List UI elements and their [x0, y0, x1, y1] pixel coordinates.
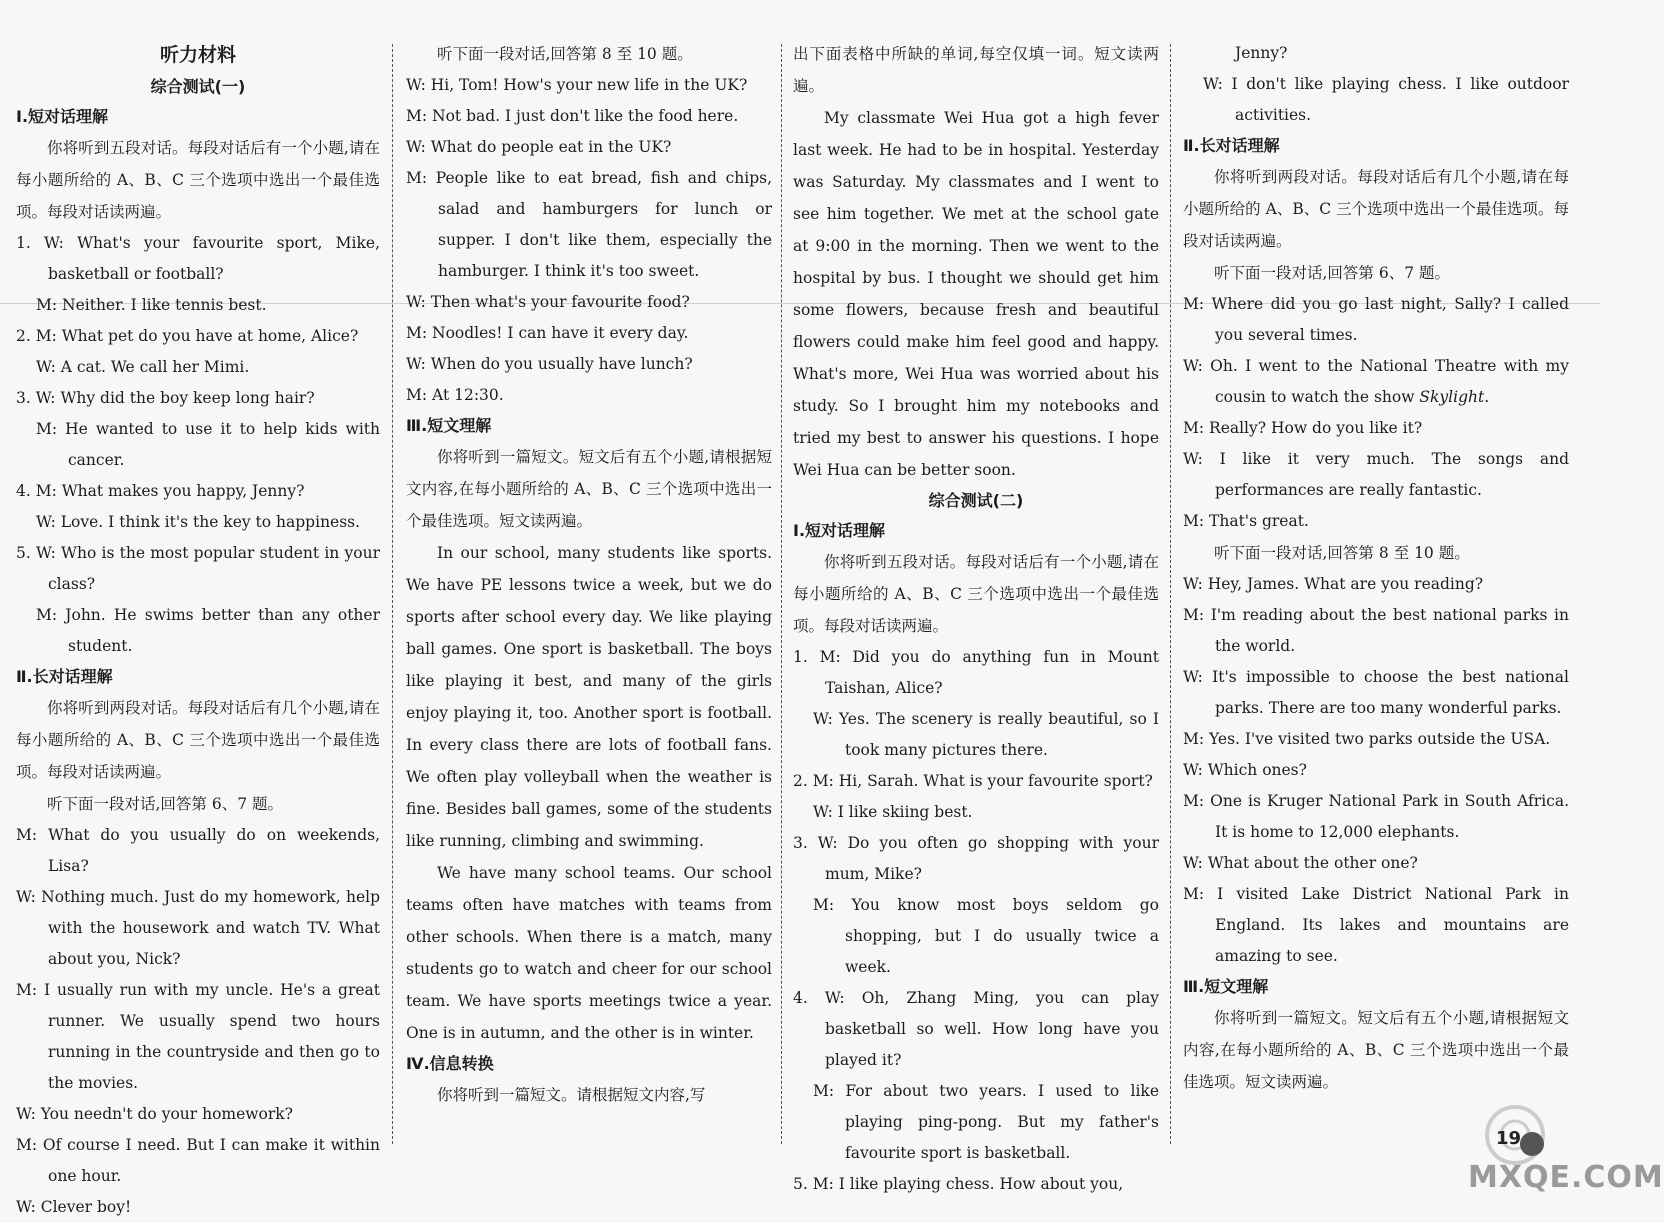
dialogue-line: M: Yes. I've visited two parks outside the USA.: [1183, 730, 1551, 748]
dialogue-line: W: I like skiing best.: [813, 803, 973, 821]
dialogue-line: M: He wanted to use it to help kids with cancer.: [36, 420, 380, 469]
column-divider: [781, 44, 782, 1144]
dialogue-line: W: When do you usually have lunch?: [406, 355, 693, 373]
section-instructions: 你将听到一篇短文。短文后有五个小题,请根据短文内容,在每小题所给的 A、B、C 三个选项中选出一个最佳选项。短文读两遍。: [1183, 1009, 1569, 1091]
section-instructions: 你将听到一篇短文。短文后有五个小题,请根据短文内容,在每小题所给的 A、B、C 三个选项中选出一个最佳选项。短文读两遍。: [406, 448, 772, 530]
dialogue-line: W: Hi, Tom! How's your new life in the UK?: [406, 76, 748, 94]
section-heading: Ⅰ.短对话理解: [16, 107, 109, 126]
dialogue-line: M: Of course I need. But I can make it within one hour.: [16, 1136, 380, 1185]
dialogue-lead: 听下面一段对话,回答第 6、7 题。: [47, 795, 284, 813]
dialogue-line: W: What do people eat in the UK?: [406, 138, 672, 156]
page-title: 听力材料: [159, 44, 236, 66]
test-1-title: 综合测试(一): [150, 77, 246, 96]
passage-paragraph: We have many school teams. Our school teams often have matches with teams from other schools. When there is a match, many students go to watch and cheer for our school team. We have sports meetings twice a year. One is in autumn, and the other is in winter.: [406, 864, 772, 1042]
column-1: [16, 38, 380, 1216]
dialogue-line: W: Which ones?: [1183, 761, 1307, 779]
dialogue-line: [1183, 351, 1569, 413]
dialogue-line: 4. M: What makes you happy, Jenny?: [16, 482, 305, 500]
column-4: [1183, 38, 1569, 1148]
dialogue-line: M: I visited Lake District National Park in England. Its lakes and mountains are amazing to see.: [1183, 885, 1569, 965]
dialogue-line: W: Clever boy!: [16, 1198, 132, 1216]
dialogue-line: M: At 12:30.: [406, 386, 504, 404]
dialogue-line: 2. M: Hi, Sarah. What is your favourite sport?: [793, 772, 1153, 790]
page-number-dot: [1520, 1132, 1544, 1156]
column-2: [406, 38, 772, 1148]
dialogue-line: M: You know most boys seldom go shopping, but I do usually twice a week.: [813, 896, 1159, 976]
dialogue-text: W: Oh. I went to the National Theatre with my cousin to watch the show: [1183, 357, 1569, 406]
dialogue-line: M: That's great.: [1183, 512, 1309, 530]
dialogue-line: W: Hey, James. What are you reading?: [1183, 575, 1484, 593]
dialogue-text: .: [1484, 388, 1490, 406]
dialogue-line: M: Noodles! I can have it every day.: [406, 324, 689, 342]
section-heading: Ⅲ.短文理解: [406, 416, 492, 435]
dialogue-line: 5. M: I like playing chess. How about you,: [793, 1175, 1124, 1193]
dialogue-line: M: Really? How do you like it?: [1183, 419, 1423, 437]
dialogue-line: Jenny?: [1235, 44, 1288, 62]
dialogue-line: 1. W: What's your favourite sport, Mike, basketball or football?: [16, 234, 380, 283]
show-title: Skylight: [1419, 388, 1485, 406]
passage-paragraph: In our school, many students like sports. We have PE lessons twice a week, but we do sports after school every day. We like playing ball games. One sport is basketball. The boys like playing it best, and many of the girls enjoy playing it, too. Another sport is football. In every class there are lots of football fans. We often play volleyball when the weather is fine. Besides ball games, some of the students like running, climbing and swimming.: [406, 544, 772, 850]
test-2-title: 综合测试(二): [928, 491, 1024, 510]
section-heading: Ⅲ.短文理解: [1183, 977, 1269, 996]
dialogue-line: 3. W: Why did the boy keep long hair?: [16, 389, 315, 407]
dialogue-line: 3. W: Do you often go shopping with your mum, Mike?: [793, 834, 1159, 883]
column-divider: [392, 44, 393, 1144]
dialogue-lead: 听下面一段对话,回答第 6、7 题。: [1214, 264, 1451, 282]
dialogue-line: W: Yes. The scenery is really beautiful, so I took many pictures there.: [813, 710, 1159, 759]
dialogue-line: M: People like to eat bread, fish and chips, salad and hamburgers for lunch or supper. I don't like them, especially the hamburger. I think it's too sweet.: [406, 169, 772, 280]
dialogue-line: W: A cat. We call her Mimi.: [36, 358, 250, 376]
dialogue-line: M: I'm reading about the best national parks in the world.: [1183, 606, 1569, 655]
column-3: [793, 38, 1159, 1193]
dialogue-line: 5. W: Who is the most popular student in your class?: [16, 544, 380, 593]
section-heading: Ⅱ.长对话理解: [16, 667, 113, 686]
dialogue-line: M: I usually run with my uncle. He's a great runner. We usually spend two hours running in the countryside and then go to the movies.: [16, 981, 380, 1092]
dialogue-line: W: Then what's your favourite food?: [406, 293, 690, 311]
dialogue-line: M: Where did you go last night, Sally? I called you several times.: [1183, 295, 1569, 344]
dialogue-line: 2. M: What pet do you have at home, Alice?: [16, 327, 359, 345]
dialogue-lead: 听下面一段对话,回答第 8 至 10 题。: [1214, 544, 1470, 562]
section-heading: Ⅳ.信息转换: [406, 1054, 494, 1073]
section-heading: Ⅰ.短对话理解: [793, 521, 886, 540]
dialogue-line: W: You needn't do your homework?: [16, 1105, 293, 1123]
dialogue-lead: 听下面一段对话,回答第 8 至 10 题。: [437, 45, 693, 63]
section-instructions: 你将听到两段对话。每段对话后有几个小题,请在每小题所给的 A、B、C 三个选项中选出一个最佳选项。每段对话读两遍。: [16, 699, 380, 781]
section-instructions: 你将听到一篇短文。请根据短文内容,写: [437, 1086, 706, 1104]
dialogue-line: W: I don't like playing chess. I like outdoor activities.: [1203, 75, 1569, 124]
section-instructions: 你将听到两段对话。每段对话后有几个小题,请在每小题所给的 A、B、C 三个选项中选出一个最佳选项。每段对话读两遍。: [1183, 168, 1569, 250]
dialogue-line: M: What do you usually do on weekends, Lisa?: [16, 826, 380, 875]
page-number: 19: [1496, 1128, 1522, 1149]
section-heading: Ⅱ.长对话理解: [1183, 136, 1280, 155]
dialogue-line: W: Nothing much. Just do my homework, help with the housework and watch TV. What about you, Nick?: [16, 888, 380, 968]
dialogue-line: M: One is Kruger National Park in South Africa. It is home to 12,000 elephants.: [1183, 792, 1569, 841]
dialogue-line: M: Not bad. I just don't like the food here.: [406, 107, 739, 125]
section-instructions: 出下面表格中所缺的单词,每空仅填一词。短文读两遍。: [793, 45, 1159, 95]
dialogue-line: M: For about two years. I used to like playing ping-pong. But my father's favourite sport is basketball.: [813, 1082, 1159, 1162]
dialogue-line: M: Neither. I like tennis best.: [36, 296, 267, 314]
dialogue-line: W: I like it very much. The songs and performances are really fantastic.: [1183, 450, 1569, 499]
dialogue-line: 1. M: Did you do anything fun in Mount Taishan, Alice?: [793, 648, 1159, 697]
section-instructions: 你将听到五段对话。每段对话后有一个小题,请在每小题所给的 A、B、C 三个选项中选出一个最佳选项。每段对话读两遍。: [793, 553, 1159, 635]
dialogue-line: M: John. He swims better than any other student.: [36, 606, 380, 655]
dialogue-line: 4. W: Oh, Zhang Ming, you can play basketball so well. How long have you played it?: [793, 989, 1159, 1069]
section-instructions: 你将听到五段对话。每段对话后有一个小题,请在每小题所给的 A、B、C 三个选项中选出一个最佳选项。每段对话读两遍。: [16, 139, 380, 221]
column-divider: [1170, 44, 1171, 1144]
dialogue-line: W: Love. I think it's the key to happiness.: [36, 513, 361, 531]
watermark-text: MXQE.COM: [1468, 1160, 1664, 1195]
dialogue-line: W: What about the other one?: [1183, 854, 1418, 872]
passage-paragraph: My classmate Wei Hua got a high fever last week. He had to be in hospital. Yesterday was Saturday. My classmates and I went to see him together. We met at the school gate at 9:00 in the morning. Then we went to the hospital by bus. I thought we should get him some flowers, because fresh and beautiful flowers could make him feel good and happy. What's more, Wei Hua was worried about his study. So I brought him my notebooks and tried my best to answer his questions. I hope Wei Hua can be better soon.: [793, 109, 1159, 479]
dialogue-line: W: It's impossible to choose the best national parks. There are too many wonderful parks.: [1183, 668, 1569, 717]
